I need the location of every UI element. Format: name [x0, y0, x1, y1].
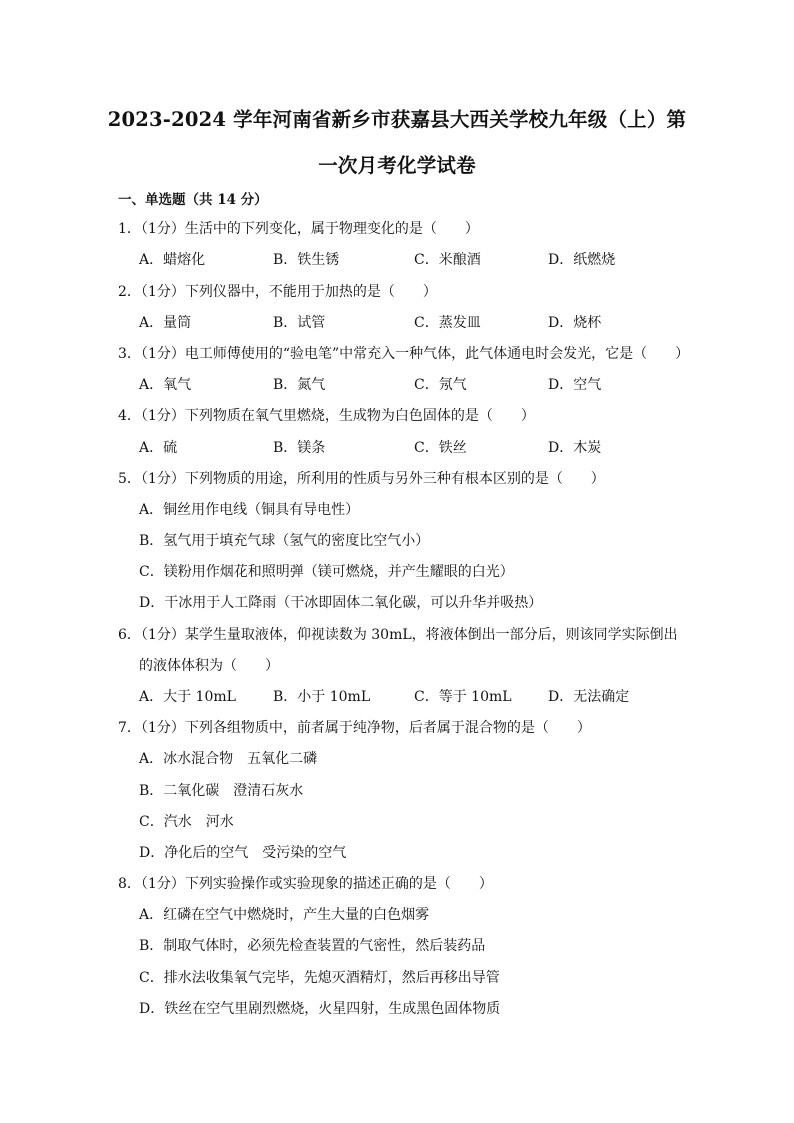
question-1-option-c: C．米酿酒: [414, 252, 481, 268]
question-4-option-a: A．硫: [139, 440, 178, 456]
question-4-option-c: C．铁丝: [414, 440, 467, 456]
question-3-option-c: C．氖气: [414, 377, 467, 393]
question-5-stem: 5．（1分）下列物质的用途，所利用的性质与另外三种有根本区别的是（ ）: [118, 471, 605, 487]
question-1-option-d: D．纸燃烧: [548, 252, 616, 268]
question-7-stem: 7．（1分）下列各组物质中，前者属于纯净物，后者属于混合物的是（ ）: [118, 720, 591, 736]
question-6-stem-continued: 的液体体积为（ ）: [139, 658, 279, 674]
question-6-stem: 6．（1分）某学生量取液体，仰视读数为 30mL，将液体倒出一部分后，则该同学实际倒出: [118, 627, 678, 643]
question-2-option-c: C．蒸发皿: [414, 315, 481, 331]
question-4-stem: 4．（1分）下列物质在氧气里燃烧，生成物为白色固体的是（ ）: [118, 408, 535, 424]
question-8-option-b: B．制取气体时，必须先检查装置的气密性，然后装药品: [139, 938, 486, 954]
question-7-option-d: D．净化后的空气 受污染的空气: [139, 845, 347, 861]
exam-title-line1: 2023-2024 学年河南省新乡市获嘉县大西关学校九年级（上）第: [107, 108, 687, 131]
question-4-option-d: D．木炭: [548, 440, 602, 456]
question-5-option-d: D．干冰用于人工降雨（干冰即固体二氧化碳，可以升华并吸热）: [139, 595, 543, 611]
question-5-option-a: A．铜丝用作电线（铜具有导电性）: [139, 502, 360, 518]
question-3-stem: 3．（1分）电工师傅使用的“验电笔”中常充入一种气体，此气体通电时会发光，它是（ ）: [118, 346, 690, 362]
question-6-option-b: B．小于 10mL: [273, 689, 371, 705]
question-3-option-a: A．氧气: [139, 377, 192, 393]
question-1-option-a: A．蜡熔化: [139, 252, 206, 268]
question-8-option-c: C．排水法收集氧气完毕，先熄灭酒精灯，然后再移出导管: [139, 970, 500, 986]
question-5-option-c: C．镁粉用作烟花和照明弹（镁可燃烧，并产生耀眼的白光）: [139, 564, 514, 580]
question-6-option-a: A．大于 10mL: [139, 689, 236, 705]
question-7-option-b: B．二氧化碳 澄清石灰水: [139, 783, 304, 799]
question-8-stem: 8．（1分）下列实验操作或实验现象的描述正确的是（ ）: [118, 876, 493, 892]
question-7-option-a: A．冰水混合物 五氧化二磷: [139, 751, 318, 767]
question-2-option-a: A．量筒: [139, 315, 192, 331]
question-4-option-b: B．镁条: [273, 440, 326, 456]
question-3-option-d: D．空气: [548, 377, 602, 393]
question-7-option-c: C．汽水 河水: [139, 814, 234, 830]
question-1-stem: 1．（1分）生活中的下列变化，属于物理变化的是（ ）: [118, 221, 479, 237]
question-5-option-b: B．氢气用于填充气球（氢气的密度比空气小）: [139, 533, 430, 549]
question-1-option-b: B．铁生锈: [273, 252, 340, 268]
question-2-option-b: B．试管: [273, 315, 326, 331]
question-3-option-b: B．氮气: [273, 377, 326, 393]
question-8-option-a: A．红磷在空气中燃烧时，产生大量的白色烟雾: [139, 907, 430, 923]
question-2-option-d: D．烧杯: [548, 315, 602, 331]
question-2-stem: 2．（1分）下列仪器中，不能用于加热的是（ ）: [118, 284, 437, 300]
question-8-option-d: D．铁丝在空气里剧烈燃烧，火星四射，生成黑色固体物质: [139, 1001, 501, 1017]
question-6-option-c: C．等于 10mL: [414, 689, 512, 705]
section-heading: 一、单选题（共 14 分）: [118, 192, 268, 208]
exam-title-line2: 一次月考化学试卷: [318, 154, 476, 177]
question-6-option-d: D．无法确定: [548, 689, 630, 705]
